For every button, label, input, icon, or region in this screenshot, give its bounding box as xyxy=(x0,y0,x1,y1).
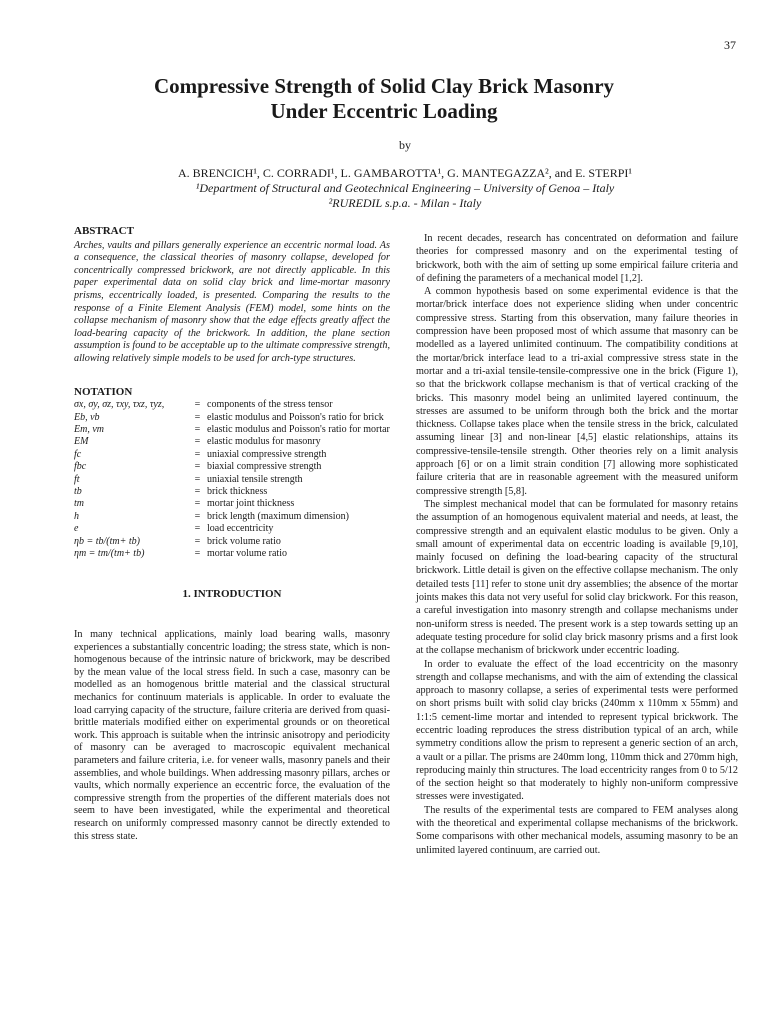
notation-symbol: fc xyxy=(74,448,82,460)
introduction-paragraph: In many technical applications, mainly load bearing walls, masonry experiences a substantially concentric loading; the stress state, which is non-homogenous because of the intrinsic nature of brickwork, may be described by the mean value of the local stress field. In such a case, masonry can be modelled as an homogenous brittle material and the classical structural mechanics for continuum materials is applicable. In order to evaluate the load carrying capacity of the structure, failure criteria are derived from quasi-brittle materials modified either on experimental grounds or on theoretical work. This approach is suitable when the intrinsic anisotropy and periodicity of masonry can be averaged to macroscopic equivalent mechanical parameters and failure criteria, i.e. for veneer walls, masonry panels and their assemblies, and whole buildings. When addressing masonry pillars, arches or vaults, which normally experience an eccentric force, the evaluation of the compressive strength from the properties of the different materials does not seem to have been investigated, while the experimental and theoretical research on uniformly compressed masonry cannot be directly extended to this stress state. xyxy=(74,629,390,842)
notation-row xyxy=(74,498,392,510)
notation-symbol: Em, νm xyxy=(74,423,104,435)
notation-equals: = xyxy=(194,485,201,497)
body-paragraph: In recent decades, research has concentrated on deformation and failure theories for compressed masonry and on the experimental testing of brickwork, both with the aim of setting up some empirical failure criteria and of defining the parameters of a mechanical model [1,2]. xyxy=(416,233,738,284)
body-paragraph: A common hypothesis based on some experimental evidence is that the mortar/brick interface does not experience sliding when under concentric compressive stress. Starting from this observation, many failure theories in compression have been proposed most of which assume that masonry can be modelled as a layered unlimited continuum. The compatibility conditions at the mortar/brick interface lead to a tri-axial compressive stress state in the mortar and a tri-axial tensile-tensile-compressive one in the brick (Figure 1), so that the brickwork collapse mechanism is that of vertical cracking of the bricks. This masonry model being an unlimited layered continuum, the stresses are assumed to be uniform through both the brick and the mortar thickness. Collapse takes place when the tensile stress in the brick, calculated assuming linear [3] and non-linear [4,5] elastic relationships, attains its compressive-tensile-tensile strength. Other theories rely on a limit analysis approach [6] or on a limit strain condition [7] allowing more sophisticated failure criteria that are in reasonable agreement with the measured uniform compressive strength [5,8]. xyxy=(416,286,738,497)
notation-equals: = xyxy=(194,535,201,547)
abstract-heading: ABSTRACT xyxy=(74,225,134,237)
notation-symbol: ηm = tm/(tm+ tb) xyxy=(74,548,145,559)
notation-row xyxy=(74,486,392,498)
notation-symbol: tm xyxy=(74,498,84,510)
notation-description: uniaxial tensile strength xyxy=(207,473,303,485)
right-column xyxy=(416,232,738,857)
notation-row xyxy=(74,523,392,535)
authors: A. BRENCICH¹, C. CORRADI¹, L. GAMBAROTTA¹, G. MANTEGAZZA², and E. STERPI¹ xyxy=(177,166,633,180)
author-block xyxy=(0,166,768,211)
notation-symbol: ft xyxy=(74,473,80,485)
body-paragraph: The results of the experimental tests are compared to FEM analyses along with the theoretical and experimental collapse mechanisms of the brickwork. Some comparisons with other mechanical models, assuming masonry to be an unlimited layered continuum, are carried out. xyxy=(416,804,738,856)
notation-symbol: EM xyxy=(74,436,89,448)
notation-description: biaxial compressive strength xyxy=(207,461,322,473)
notation-symbol: e xyxy=(74,523,79,535)
abstract-text: Arches, vaults and pillars generally experience an eccentric normal load. As a consequence, the classical theories of masonry collapse, developed for concentrically compressed brickwork, are not directly applicable. In this paper experimental data on solid clay brick and lime-mortar masonry prisms, eccentrically loaded, is presented. Comparing the results to the response of a Finite Element Analysis (FEM) model, some hints on the collapse mechanism of masonry show that the edge effects greatly affect the load-bearing capacity of the brickwork. In addition, the plane section assumption is found to be acceptable up to the ultimate compressive strength, allowing relatively simple models to be used for arch-type structures. xyxy=(74,239,390,364)
notation-row xyxy=(74,474,392,486)
notation-equals: = xyxy=(194,436,201,448)
introduction-heading: 1. INTRODUCTION xyxy=(182,588,282,601)
paper-title xyxy=(0,74,768,124)
notation-row xyxy=(74,511,392,523)
notation-equals: = xyxy=(194,473,201,485)
notation-description: mortar joint thickness xyxy=(207,498,295,510)
notation-description: elastic modulus for masonry xyxy=(207,436,321,448)
notation-symbol: Eb, νb xyxy=(74,411,100,423)
notation-equals: = xyxy=(194,448,201,460)
affiliation-1: ¹Department of Structural and Geotechnical Engineering – University of Genoa – Italy xyxy=(195,181,615,195)
page-number: 37 xyxy=(724,38,736,52)
notation-equals: = xyxy=(194,498,201,510)
notation-description: components of the stress tensor xyxy=(207,399,333,411)
notation-description: uniaxial compressive strength xyxy=(207,448,327,460)
notation-row xyxy=(74,412,392,424)
notation-description: load eccentricity xyxy=(207,523,274,535)
notation-row xyxy=(74,548,392,560)
notation-equals: = xyxy=(194,461,201,473)
affiliation-2: ²RUREDIL s.p.a. - Milan - Italy xyxy=(328,196,482,210)
body-paragraph: In order to evaluate the effect of the load eccentricity on the masonry strength and collapse mechanisms, and with the aim of extending the classical approach to masonry collapse, a series of experimental tests were performed on short prisms built with solid clay bricks (240mm x 110mm x 55mm) and 1:1:5 cement-lime mortar and intended to represent typical brickwork. The eccentric loading reproduces the stress distribution typical of an arch, while symmetry conditions allow the prism to represent a generic section of an arch, a vault or a pillar. The prisms are 240mm long, 110mm thick and 270mm high, reproducing mainly thin structures. The load eccentricity ranges from 0 to 5/12 of the section height so that moderately to highly non-uniform compressive stresses were investigated. xyxy=(416,658,738,803)
notation-row xyxy=(74,461,392,473)
title-line-1: Compressive Strength of Solid Clay Brick Masonry xyxy=(153,74,615,98)
notation-symbol: σx, σy, σz, τxy, τxz, τyz, xyxy=(74,399,165,411)
left-column xyxy=(74,225,390,843)
notation-equals: = xyxy=(194,548,201,559)
notation-table xyxy=(74,399,392,560)
notation-heading: NOTATION xyxy=(74,385,133,398)
notation-description: elastic modulus and Poisson's ratio for mortar xyxy=(207,423,390,435)
notation-equals: = xyxy=(194,423,201,435)
notation-row xyxy=(74,399,392,411)
notation-description: brick thickness xyxy=(207,485,268,497)
notation-row xyxy=(74,536,392,548)
notation-row xyxy=(74,449,392,461)
body-paragraph: The simplest mechanical model that can be formulated for masonry retains the assumption of an homogenous equivalent material and needs, at least, the compressive strength and an equivalent elastic modulus to be given. Only a small amount of experimental data on eccentric loading is available [9,10], mainly focused on defining the load-bearing capacity of the structural brickwork. Little detail is given on the effective collapse mechanism. The only detailed tests [11] refer to stone unit dry assemblies; the absence of the mortar joints makes this data not very useful for solid clay brickwork. For this reason, a careful investigation into masonry strength and collapse mechanisms under non-uniform stress is needed. The present work is a step towards setting up an adequate testing procedure for solid clay brick masonry prisms and a first look at the collapse mechanism of brickwork under eccentric loading. xyxy=(416,498,738,657)
notation-description: mortar volume ratio xyxy=(207,548,287,559)
notation-row xyxy=(74,436,392,448)
notation-equals: = xyxy=(194,510,201,522)
notation-symbol: ηb = tb/(tm+ tb) xyxy=(74,535,140,547)
notation-symbol: tb xyxy=(74,485,82,497)
notation-description: elastic modulus and Poisson's ratio for brick xyxy=(207,411,384,423)
notation-symbol: fbc xyxy=(74,461,87,473)
by-line: by xyxy=(399,138,411,152)
title-line-2: Under Eccentric Loading xyxy=(270,99,498,123)
notation-equals: = xyxy=(194,411,201,423)
notation-equals: = xyxy=(194,523,201,535)
notation-equals: = xyxy=(194,399,201,411)
notation-description: brick volume ratio xyxy=(207,535,281,547)
notation-description: brick length (maximum dimension) xyxy=(207,510,349,522)
notation-row xyxy=(74,424,392,436)
notation-symbol: h xyxy=(74,510,79,522)
